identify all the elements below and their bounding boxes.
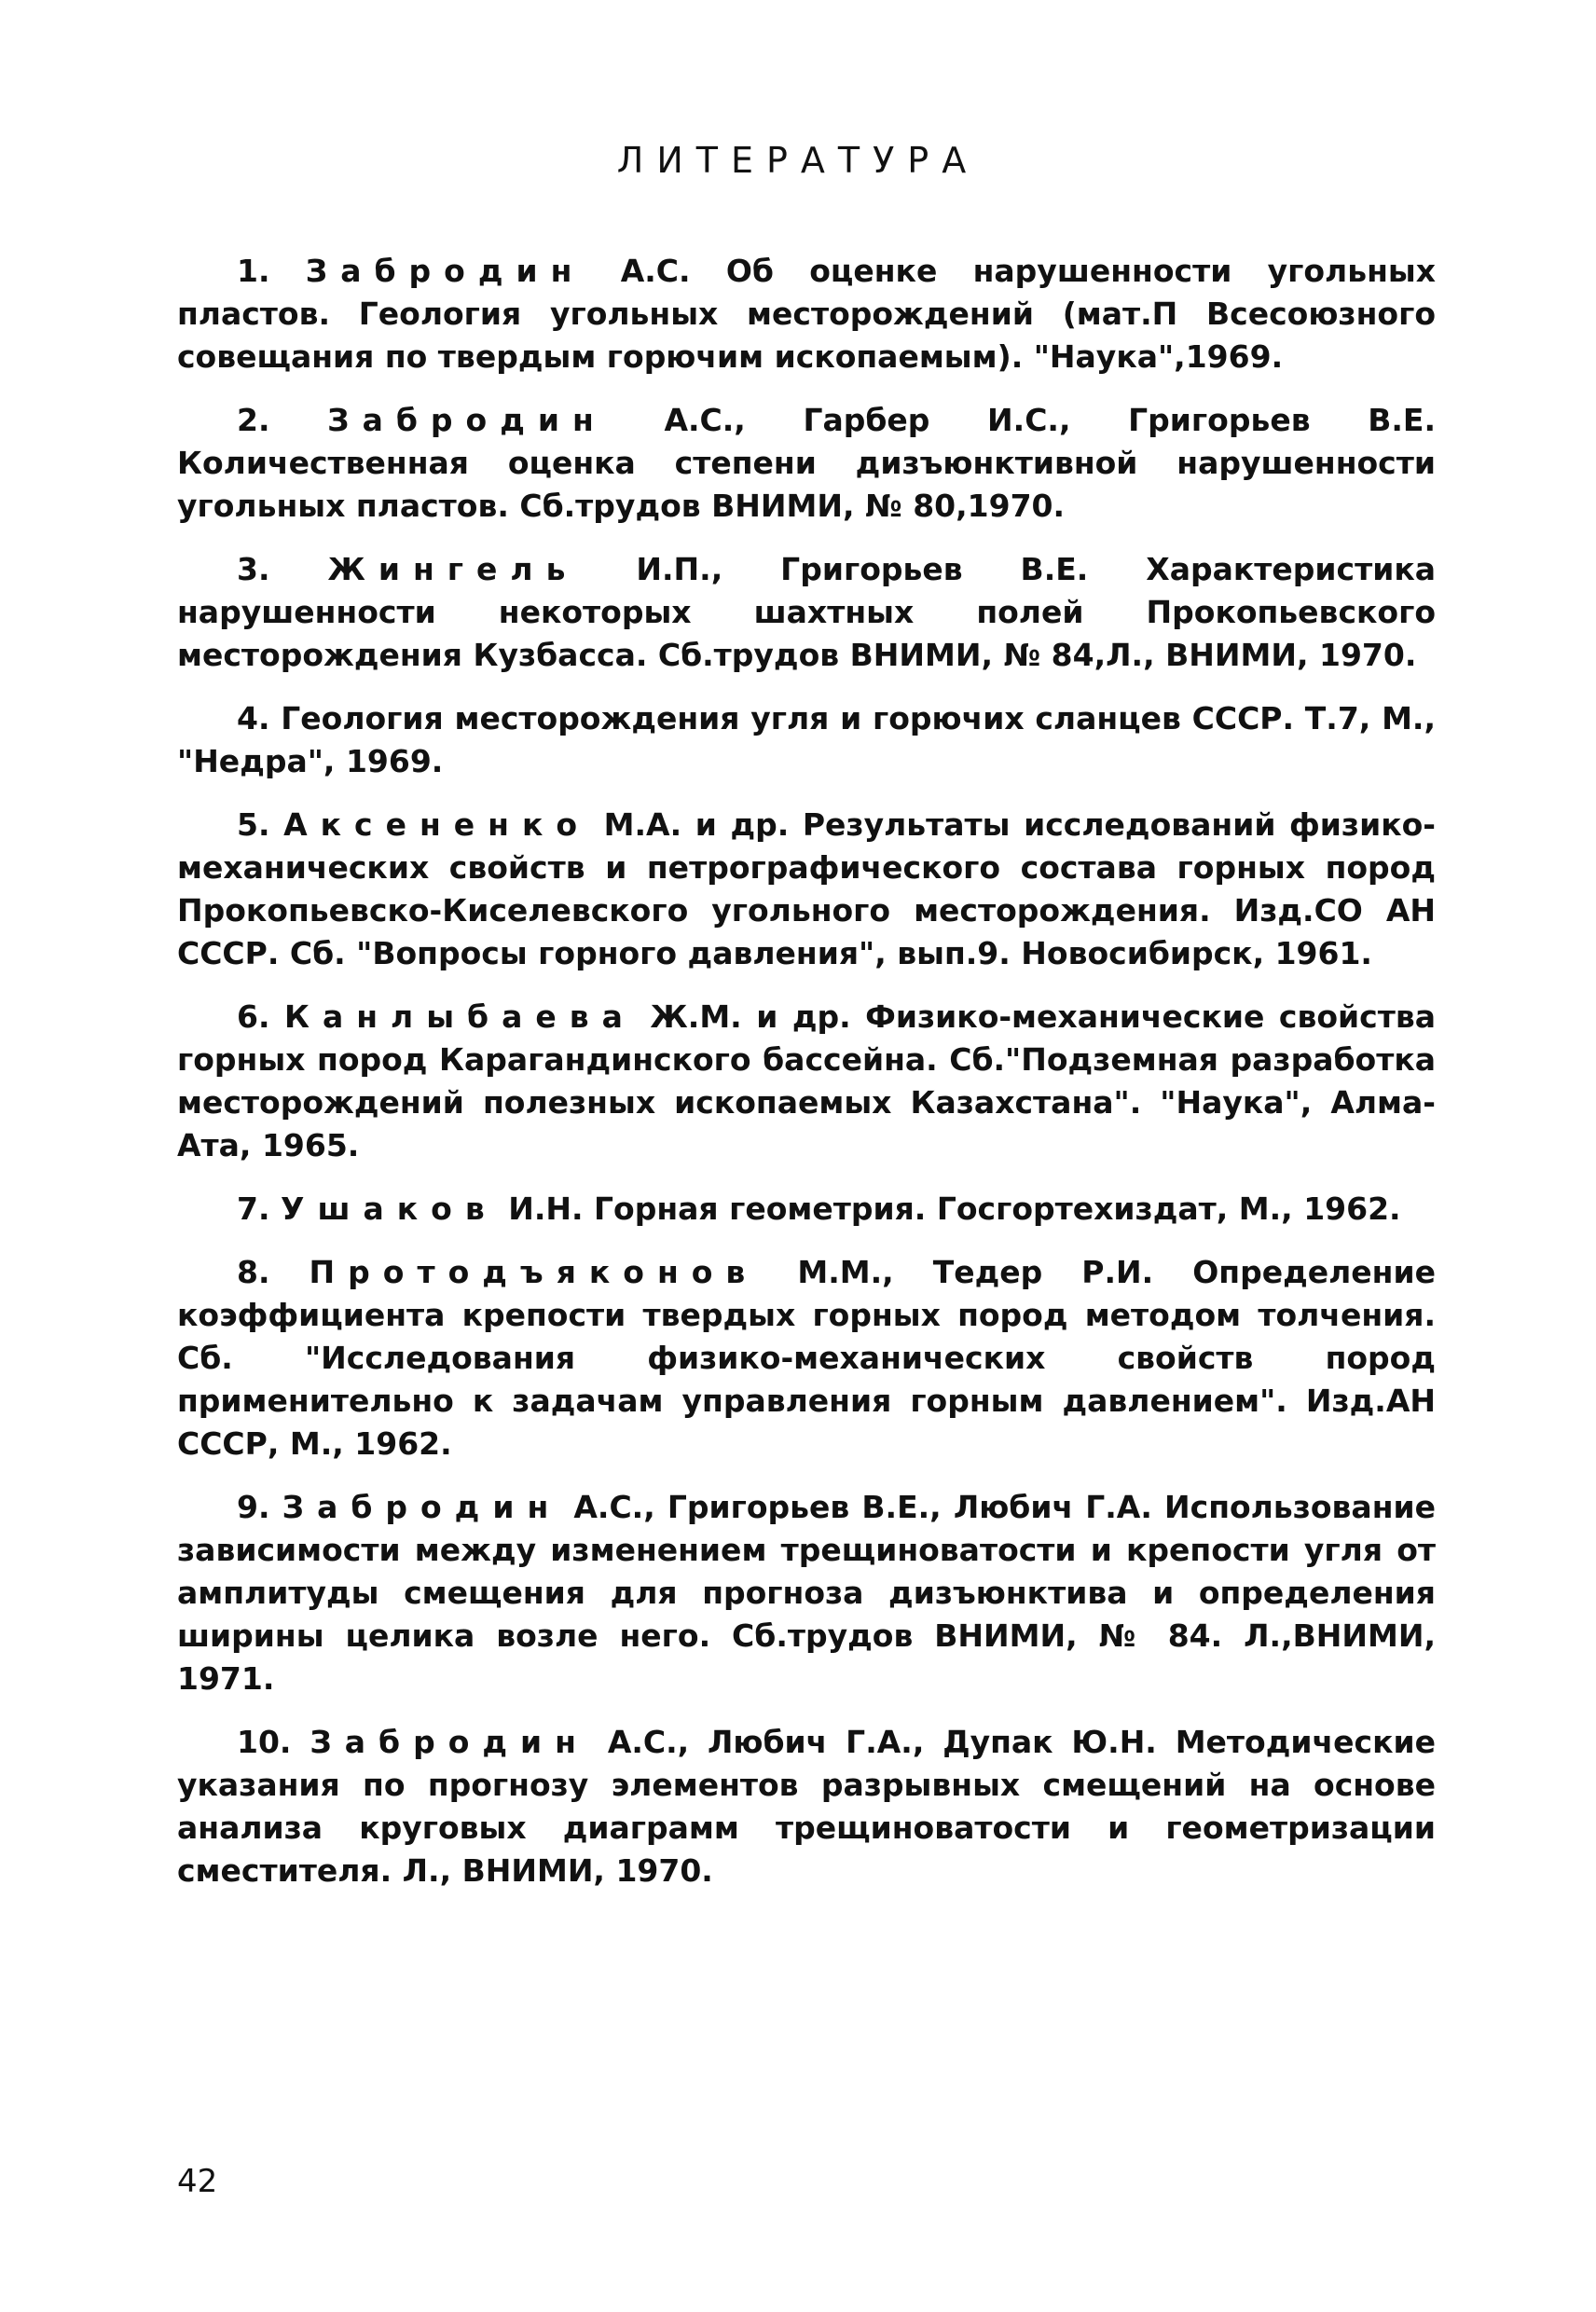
reference-text: Определение коэффициента крепости твердых горных пород методом толчения. Сб. "Исследования физико-механических свойств пород применительно к задачам управления горным давлением". Изд.АН СССР, М., 1962.: [177, 1254, 1436, 1462]
reference-item-10: [177, 1721, 1436, 1892]
reference-author: Протодъяконов: [309, 1254, 759, 1290]
reference-text: Использование зависимости между изменением трещиноватости и крепости угля от амплитуды смещения для прогноза дизъюнктива и определения ширины целика возле него. Сб.трудов ВНИМИ, № 84. Л.,ВНИМИ, 1971.: [177, 1489, 1437, 1697]
reference-number: 3.: [237, 551, 270, 587]
reference-author: Забродин: [305, 253, 585, 289]
reference-author-initials: А.С., Любич Г.А., Дупак Ю.Н.: [607, 1724, 1157, 1760]
reference-item-5: [177, 804, 1436, 975]
reference-text: Горная геометрия. Госгортехиздат, М., 1962.: [594, 1190, 1401, 1227]
page-title: ЛИТЕРАТУРА: [616, 140, 980, 181]
reference-author-initials: М.А.: [603, 806, 682, 843]
reference-item-7: [177, 1188, 1436, 1231]
reference-item-3: [177, 548, 1436, 677]
reference-text: и др. Результаты исследований физико-механических свойств и петрографического состава горных пород Прокопьевско-Киселевского угольного месторождения. Изд.СО АН СССР. Сб. "Вопросы горного давления", вып.9. Новосибирск, 1961.: [177, 806, 1436, 971]
page-number: 42: [177, 2163, 218, 2200]
reference-item-9: [177, 1486, 1436, 1700]
reference-author: Забродин: [282, 1489, 562, 1525]
reference-author-initials: А.С., Григорьев В.Е., Любич Г.А.: [573, 1489, 1152, 1525]
reference-text: Количественная оценка степени дизъюнктивной нарушенности угольных пластов. Сб.трудов ВНИМИ, № 80,1970.: [177, 445, 1436, 524]
reference-item-2: [177, 399, 1436, 528]
reference-text: и др. Физико-механические свойства горных пород Карагандинского бассейна. Сб."Подземная разработка месторождений полезных ископаемых Казахстана". "Наука", Алма-Ата, 1965.: [177, 998, 1436, 1163]
reference-author: Забродин: [310, 1724, 589, 1760]
reference-author: Канлыбаева: [284, 998, 636, 1035]
reference-author: Забродин: [327, 402, 607, 438]
reference-item-4: [177, 697, 1436, 783]
reference-text: Геология месторождения угля и горючих сланцев СССР. Т.7, М., "Недра", 1969.: [177, 700, 1436, 779]
reference-number: 1.: [237, 253, 270, 289]
reference-author-initials: Ж.М.: [650, 998, 742, 1035]
reference-text: Методические указания по прогнозу элементов разрывных смещений на основе анализа круговых диаграмм трещиноватости и геометризации сместителя. Л., ВНИМИ, 1970.: [177, 1724, 1436, 1889]
reference-item-8: [177, 1251, 1436, 1466]
reference-author-initials: М.М., Тедер Р.И.: [797, 1254, 1154, 1290]
reference-number: 5.: [237, 806, 270, 843]
reference-text: Характеристика нарушенности некоторых шахтных полей Прокопьевского месторождения Кузбасса. Сб.трудов ВНИМИ, № 84,Л., ВНИМИ, 1970.: [177, 551, 1437, 673]
reference-number: 10.: [237, 1724, 292, 1760]
reference-number: 2.: [237, 402, 270, 438]
reference-author: Аксененко: [283, 806, 591, 843]
reference-number: 9.: [237, 1489, 270, 1525]
reference-number: 4.: [237, 700, 270, 736]
reference-number: 7.: [237, 1190, 270, 1227]
reference-author-initials: А.С., Гарбер И.С., Григорьев В.Е.: [664, 402, 1436, 438]
reference-list: [177, 250, 1436, 1913]
reference-author: Жингель: [327, 551, 579, 587]
reference-item-6: [177, 996, 1436, 1167]
reference-number: 6.: [237, 998, 270, 1035]
reference-text: Об оценке нарушенности угольных пластов. Геология угольных месторождений (мат.П Всесоюзного совещания по твердым горючим ископаемым). "Наука",1969.: [177, 253, 1436, 375]
reference-author-initials: А.С.: [620, 253, 691, 289]
reference-number: 8.: [237, 1254, 270, 1290]
reference-author-initials: И.П., Григорьев В.Е.: [636, 551, 1089, 587]
reference-author: Ушаков: [281, 1190, 498, 1227]
reference-item-1: [177, 250, 1436, 378]
reference-author-initials: И.Н.: [508, 1190, 584, 1227]
